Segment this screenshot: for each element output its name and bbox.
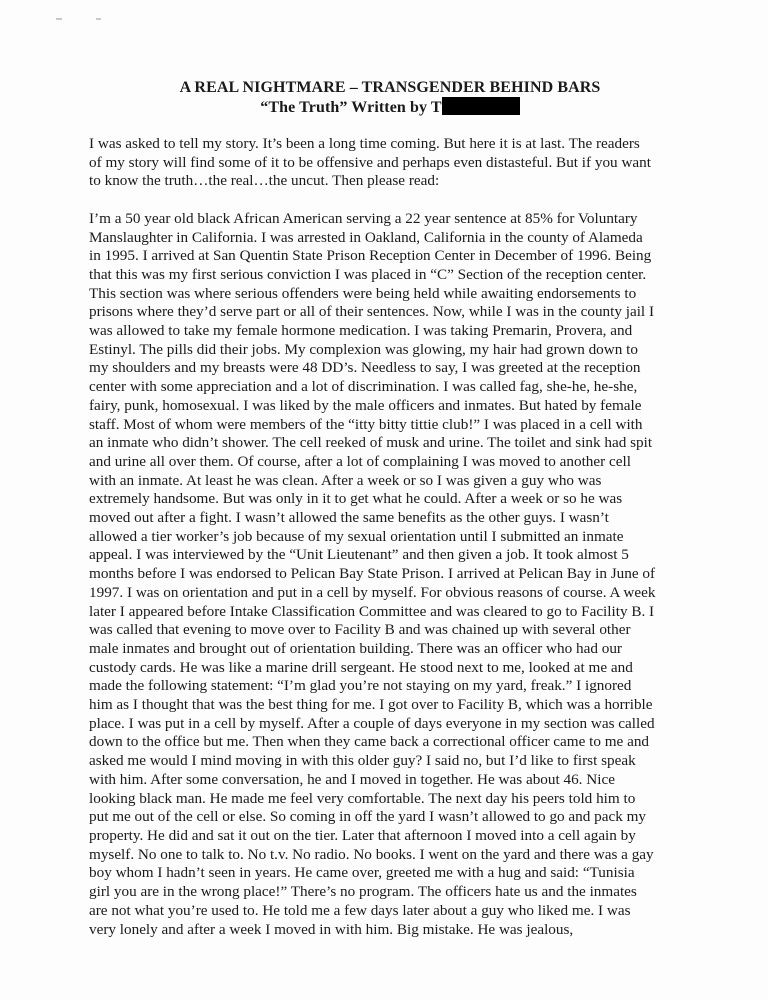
text-line: myself. No one to talk to. No t.v. No radio. No books. I went on the yard and there was a gay bbox=[89, 845, 654, 863]
paragraph bbox=[89, 135, 719, 191]
text-line: allowed a tier worker’s job because of my sexual orientation until I submitted an inmate bbox=[89, 527, 624, 545]
text-line: I’m a 50 year old black African American serving a 22 year sentence at 85% for Voluntary bbox=[89, 209, 638, 227]
text-line: put me out of the cell or else. So coming in off the yard I wasn’t allowed to go and pack my bbox=[89, 808, 647, 826]
document-body bbox=[89, 135, 719, 939]
text-line: with him. After some conversation, he and I moved in together. He was about 46. Nice bbox=[89, 770, 615, 788]
document-header bbox=[60, 78, 720, 117]
text-line: months before I was endorsed to Pelican Bay State Prison. I arrived at Pelican Bay in June of bbox=[89, 565, 656, 583]
document-subtitle: “The Truth” Written by T bbox=[260, 99, 442, 116]
text-line: male inmates and brought out of orientation building. There was an officer who had our bbox=[89, 639, 622, 657]
document-subtitle-line bbox=[60, 97, 720, 117]
text-line: place. I was put in a cell by myself. After a couple of days everyone in my section was called bbox=[89, 714, 655, 732]
text-line: extremely handsome. But was only in it to get what he could. After a week or so he was bbox=[89, 490, 623, 508]
text-line: with an inmate. At least he was clean. After a week or so I was given a guy who was bbox=[89, 471, 602, 489]
text-line: later I appeared before Intake Classification Committee and was cleared to go to Facility B. I bbox=[89, 602, 655, 620]
text-line: appeal. I was interviewed by the “Unit Lieutenant” and then given a job. It took almost 5 bbox=[89, 546, 629, 564]
text-line: to know the truth…the real…the uncut. Then please read: bbox=[89, 172, 440, 190]
text-line: was allowed to take my female hormone medication. I was taking Premarin, Provera, and bbox=[89, 322, 633, 340]
text-line: him as I thought that was the best thing for me. I got over to Facility B, which was a horrible bbox=[89, 696, 653, 714]
text-line: staff. Most of whom were members of the “itty bitty tittie club!” I was placed in a cell with bbox=[89, 415, 643, 433]
paragraph-gap bbox=[89, 191, 719, 210]
text-line: that this was my first serious conviction I was placed in “C” Section of the reception center. bbox=[89, 265, 647, 283]
text-line: I was asked to tell my story. It’s been a long time coming. But here it is at last. The readers bbox=[89, 135, 640, 152]
text-line: an inmate who didn’t shower. The cell reeked of musk and urine. The toilet and sink had spit bbox=[89, 434, 653, 452]
text-line: very lonely and after a week I moved in with him. Big mistake. He was jealous, bbox=[89, 920, 574, 938]
text-line: Estinyl. The pills did their jobs. My complexion was glowing, my hair had grown down to bbox=[89, 340, 638, 358]
scan-artifact bbox=[56, 14, 110, 24]
text-line: moved out after a fight. I wasn’t allowed the same benefits as the other guys. I wasn’t bbox=[89, 509, 609, 527]
paragraph bbox=[89, 210, 719, 939]
text-line: asked me would I mind moving in with this older guy? I said no, but I’d like to first speak bbox=[89, 752, 636, 770]
text-line: and urine all over them. Of course, after a lot of complaining I was moved to another cell bbox=[89, 452, 631, 470]
text-line: property. He did and sat it out on the tier. Later that afternoon I moved into a cell again by bbox=[89, 827, 636, 844]
text-line: prisons where they’d serve part or all of their sentences. Now, while I was in the county jail I bbox=[89, 303, 654, 321]
text-line: This section was where serious offenders were being held while awaiting endorsements to bbox=[89, 284, 637, 302]
text-line: boy whom I hadn’t seen in years. He came over, greeted me with a hug and said: “Tunisia bbox=[89, 864, 635, 882]
redaction-bar bbox=[442, 97, 520, 115]
text-line: fairy, punk, homosexual. I was liked by the male officers and inmates. But hated by female bbox=[89, 396, 642, 414]
text-line: center with some appreciation and a lot of discrimination. I was called fag, she-he, he-she, bbox=[89, 378, 638, 396]
text-line: was called that evening to move over to Facility B and was chained up with several other bbox=[89, 621, 631, 639]
text-line: of my story will find some of it to be offensive and perhaps even distasteful. But if you want bbox=[89, 153, 651, 171]
document-title: A REAL NIGHTMARE – TRANSGENDER BEHIND BARS bbox=[179, 79, 601, 96]
text-line: in 1995. I arrived at San Quentin State Prison Reception Center in December of 1996. Being bbox=[89, 247, 652, 265]
text-line: are not what you’re used to. He told me a few days later about a guy who liked me. I was bbox=[89, 901, 631, 919]
text-line: down to the office but me. Then when they came back a correctional officer came to me and bbox=[89, 733, 650, 751]
text-line: my shoulders and my breasts were 48 DD’s. Needless to say, I was greeted at the reception bbox=[89, 359, 641, 377]
text-line: 1997. I was on orientation and put in a cell by myself. For obvious reasons of course. A week bbox=[89, 583, 656, 601]
text-line: made the following statement: “I’m glad you’re not staying on my yard, freak.” I ignored bbox=[89, 677, 632, 695]
text-line: girl you are in the wrong place!” There’s no program. The officers hate us and the inmates bbox=[89, 883, 637, 901]
text-line: Manslaughter in California. I was arrested in Oakland, California in the county of Alameda bbox=[89, 228, 643, 246]
text-line: custody cards. He was like a marine drill sergeant. He stood next to me, looked at me and bbox=[89, 658, 633, 676]
text-line: looking black man. He made me feel very comfortable. The next day his peers told him to bbox=[89, 789, 636, 807]
